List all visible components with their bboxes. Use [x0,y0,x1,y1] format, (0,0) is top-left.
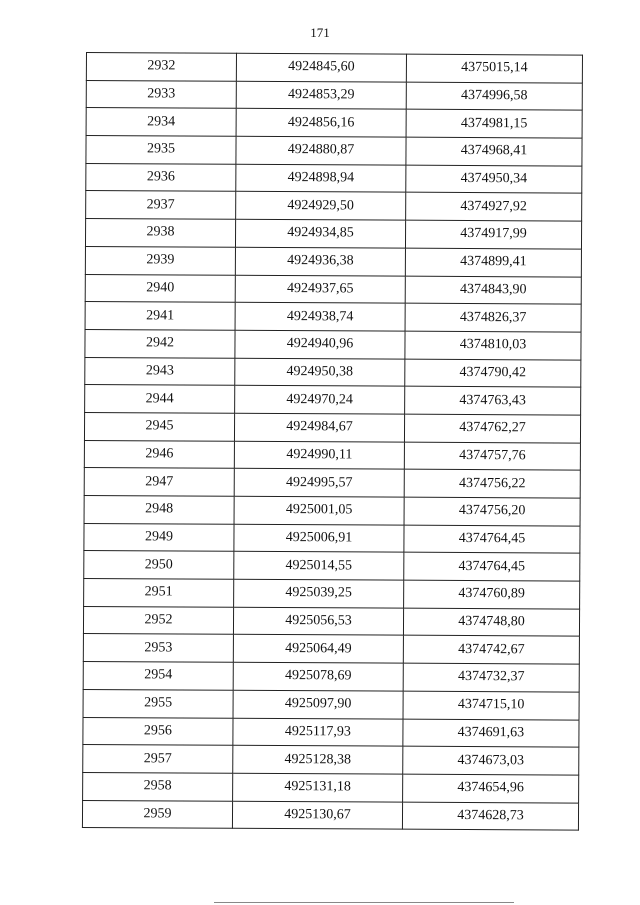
point-number-cell: 2939 [85,246,235,274]
x-coordinate-cell: 4924880,87 [236,136,406,165]
y-coordinate-cell: 4374756,22 [404,469,580,498]
y-coordinate-cell: 4374748,80 [403,608,579,637]
y-coordinate-cell: 4374691,63 [403,719,579,748]
point-number-cell: 2936 [86,163,236,191]
table-row [86,191,582,221]
table-row [85,385,581,415]
point-number-cell: 2942 [85,329,235,357]
table-row [84,468,580,498]
table-row [86,53,582,83]
point-number-cell: 2940 [85,274,235,302]
point-number-cell: 2944 [85,385,235,413]
point-number-cell: 2949 [84,523,234,551]
table-row [83,606,579,636]
point-number-cell: 2937 [86,191,236,219]
table-row [82,800,578,830]
point-number-cell: 2946 [84,440,234,468]
x-coordinate-cell: 4924898,94 [236,164,406,193]
point-number-cell: 2938 [85,219,235,247]
table-row [84,412,580,442]
x-coordinate-cell: 4924984,67 [234,413,404,442]
x-coordinate-cell: 4925130,67 [232,801,402,830]
x-coordinate-cell: 4925131,18 [233,773,403,802]
x-coordinate-cell: 4925056,53 [233,607,403,636]
x-coordinate-cell: 4925006,91 [234,524,404,553]
x-coordinate-cell: 4924856,16 [236,109,406,138]
table-row [83,662,579,692]
point-number-cell: 2955 [83,689,233,717]
point-number-cell: 2951 [84,579,234,607]
x-coordinate-cell: 4924970,24 [235,386,405,415]
table-row [85,302,581,332]
y-coordinate-cell: 4374826,37 [405,303,581,332]
point-number-cell: 2932 [86,53,236,81]
y-coordinate-cell: 4374673,03 [403,746,579,775]
x-coordinate-cell: 4925117,93 [233,718,403,747]
x-coordinate-cell: 4925097,90 [233,690,403,719]
x-coordinate-cell: 4924938,74 [235,302,405,331]
y-coordinate-cell: 4374763,43 [405,386,581,415]
y-coordinate-cell: 4374760,89 [404,580,580,609]
y-coordinate-cell: 4374757,76 [404,442,580,471]
x-coordinate-cell: 4924940,96 [235,330,405,359]
y-coordinate-cell: 4374628,73 [402,802,578,831]
x-coordinate-cell: 4924995,57 [234,469,404,498]
y-coordinate-cell: 4374742,67 [403,636,579,665]
y-coordinate-cell: 4374756,20 [404,497,580,526]
table-row [84,440,580,470]
y-coordinate-cell: 4374927,92 [406,193,582,222]
y-coordinate-cell: 4374899,41 [405,248,581,277]
point-number-cell: 2952 [83,606,233,634]
table-row [86,136,582,166]
y-coordinate-cell: 4374996,58 [406,82,582,111]
point-number-cell: 2933 [86,80,236,108]
point-number-cell: 2953 [83,634,233,662]
x-coordinate-cell: 4924950,38 [235,358,405,387]
table-row [83,689,579,719]
x-coordinate-cell: 4924934,85 [235,219,405,248]
table-row [83,772,579,802]
table-row [86,80,582,110]
y-coordinate-cell: 4374764,45 [404,525,580,554]
y-coordinate-cell: 4375015,14 [406,54,582,83]
table-row [83,717,579,747]
x-coordinate-cell: 4925014,55 [234,552,404,581]
x-coordinate-cell: 4924936,38 [235,247,405,276]
y-coordinate-cell: 4374981,15 [406,110,582,139]
point-number-cell: 2959 [82,800,232,828]
y-coordinate-cell: 4374715,10 [403,691,579,720]
y-coordinate-cell: 4374950,34 [406,165,582,194]
table-row [83,634,579,664]
bottom-divider [214,902,514,903]
table-row [84,523,580,553]
point-number-cell: 2954 [83,662,233,690]
x-coordinate-cell: 4924990,11 [234,441,404,470]
table-row [86,163,582,193]
table-row [85,357,581,387]
y-coordinate-cell: 4374732,37 [403,663,579,692]
point-number-cell: 2950 [84,551,234,579]
point-number-cell: 2935 [86,136,236,164]
point-number-cell: 2948 [84,495,234,523]
point-number-cell: 2957 [83,745,233,773]
x-coordinate-cell: 4925128,38 [233,745,403,774]
y-coordinate-cell: 4374968,41 [406,137,582,166]
table-row [83,745,579,775]
table-row [85,246,581,276]
table-row [85,274,581,304]
y-coordinate-cell: 4374810,03 [405,331,581,360]
point-number-cell: 2956 [83,717,233,745]
y-coordinate-cell: 4374917,99 [405,220,581,249]
y-coordinate-cell: 4374843,90 [405,276,581,305]
point-number-cell: 2947 [84,468,234,496]
table-row [84,495,580,525]
x-coordinate-cell: 4924929,50 [236,192,406,221]
coordinates-table [82,52,583,831]
x-coordinate-cell: 4924853,29 [236,81,406,110]
table-row [84,579,580,609]
y-coordinate-cell: 4374790,42 [405,359,581,388]
point-number-cell: 2958 [83,772,233,800]
point-number-cell: 2945 [84,412,234,440]
x-coordinate-cell: 4925078,69 [233,662,403,691]
x-coordinate-cell: 4924937,65 [235,275,405,304]
table-row [86,108,582,138]
page-number: 171 [310,25,330,40]
table-row [84,551,580,581]
point-number-cell: 2943 [85,357,235,385]
x-coordinate-cell: 4925064,49 [233,635,403,664]
y-coordinate-cell: 4374764,45 [404,553,580,582]
table-row [85,219,581,249]
y-coordinate-cell: 4374654,96 [403,774,579,803]
y-coordinate-cell: 4374762,27 [404,414,580,443]
point-number-cell: 2934 [86,108,236,136]
x-coordinate-cell: 4925039,25 [234,579,404,608]
x-coordinate-cell: 4924845,60 [236,53,406,82]
point-number-cell: 2941 [85,302,235,330]
table-body [82,53,582,831]
table-row [85,329,581,359]
x-coordinate-cell: 4925001,05 [234,496,404,525]
